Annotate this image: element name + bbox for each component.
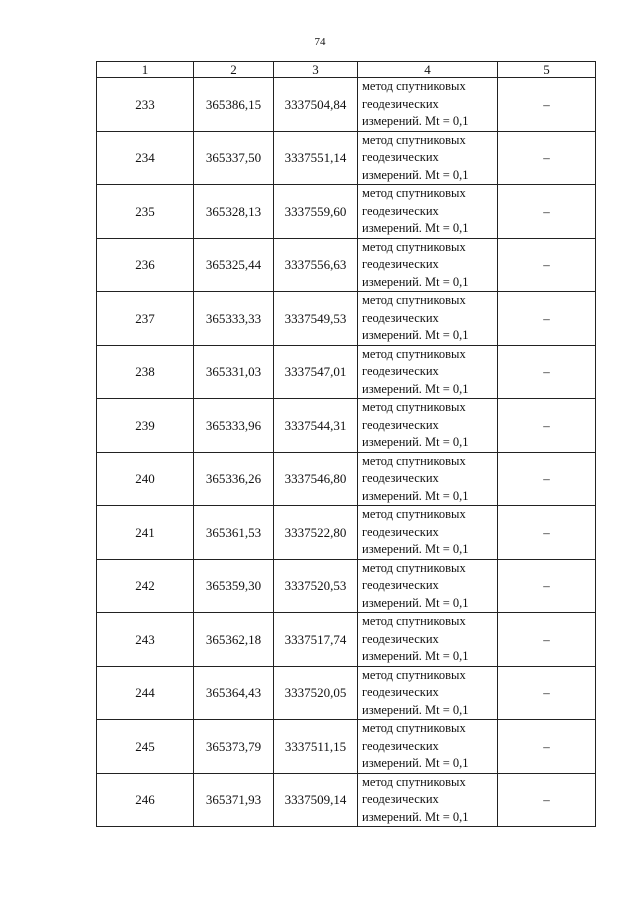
method-line: геодезических	[362, 738, 439, 753]
y-coordinate-cell: 3337547,01	[274, 345, 358, 399]
column-5-cell: –	[498, 720, 596, 774]
column-header-4: 4	[358, 62, 498, 78]
table-row	[97, 666, 596, 720]
method-line: измерений. Mt = 0,1	[362, 328, 469, 342]
point-number-cell: 241	[97, 506, 194, 560]
column-5-cell: –	[498, 345, 596, 399]
method-line: геодезических	[362, 203, 439, 218]
point-number-cell: 240	[97, 452, 194, 506]
y-coordinate-cell: 3337520,53	[274, 559, 358, 613]
point-number-cell: 242	[97, 559, 194, 613]
method-line: геодезических	[362, 792, 439, 806]
method-line: измерений. Mt = 0,1	[362, 274, 469, 289]
y-coordinate-cell: 3337522,80	[274, 506, 358, 560]
table-body	[97, 78, 596, 827]
method-cell	[358, 78, 498, 132]
method-line: геодезических	[362, 524, 439, 539]
column-5-cell: –	[498, 773, 596, 827]
method-line: метод спутниковых	[362, 507, 466, 521]
coordinates-table	[96, 61, 596, 827]
method-line: измерений. Mt = 0,1	[362, 114, 469, 128]
x-coordinate-cell: 365328,13	[194, 185, 274, 239]
column-5-cell: –	[498, 452, 596, 506]
method-line: метод спутниковых	[362, 79, 466, 93]
y-coordinate-cell: 3337517,74	[274, 613, 358, 667]
x-coordinate-cell: 365371,93	[194, 773, 274, 827]
y-coordinate-cell: 3337511,15	[274, 720, 358, 774]
table-row	[97, 78, 596, 132]
column-5-cell: –	[498, 185, 596, 239]
method-line: измерений. Mt = 0,1	[362, 649, 469, 663]
method-line: метод спутниковых	[362, 453, 466, 468]
method-line: метод спутниковых	[362, 239, 466, 254]
x-coordinate-cell: 365361,53	[194, 506, 274, 560]
method-line: метод спутниковых	[362, 774, 466, 789]
point-number-cell: 245	[97, 720, 194, 774]
point-number-cell: 244	[97, 666, 194, 720]
table-row	[97, 559, 596, 613]
column-5-cell: –	[498, 666, 596, 720]
table-row	[97, 185, 596, 239]
method-cell	[358, 345, 498, 399]
table-row	[97, 292, 596, 346]
y-coordinate-cell: 3337504,84	[274, 78, 358, 132]
y-coordinate-cell: 3337559,60	[274, 185, 358, 239]
method-line: геодезических	[362, 685, 439, 699]
column-5-cell: –	[498, 506, 596, 560]
y-coordinate-cell: 3337546,80	[274, 452, 358, 506]
method-line: измерений. Mt = 0,1	[362, 488, 469, 503]
method-line: геодезических	[362, 417, 439, 432]
column-header-1: 1	[97, 62, 194, 78]
point-number-cell: 243	[97, 613, 194, 667]
method-line: измерений. Mt = 0,1	[362, 702, 469, 717]
method-line: геодезических	[362, 310, 439, 325]
point-number-cell: 233	[97, 78, 194, 132]
method-line: метод спутниковых	[362, 186, 466, 200]
method-line: измерений. Mt = 0,1	[362, 809, 469, 824]
method-line: метод спутниковых	[362, 560, 466, 575]
x-coordinate-cell: 365325,44	[194, 238, 274, 292]
method-line: измерений. Mt = 0,1	[362, 756, 469, 770]
method-cell	[358, 506, 498, 560]
y-coordinate-cell: 3337551,14	[274, 131, 358, 185]
method-line: метод спутниковых	[362, 721, 466, 735]
method-cell	[358, 185, 498, 239]
method-line: метод спутниковых	[362, 400, 466, 414]
method-line: геодезических	[362, 257, 439, 271]
table-row	[97, 238, 596, 292]
method-cell	[358, 238, 498, 292]
column-5-cell: –	[498, 399, 596, 453]
y-coordinate-cell: 3337556,63	[274, 238, 358, 292]
header-row	[97, 62, 596, 78]
page-number: 74	[314, 36, 326, 48]
method-cell	[358, 666, 498, 720]
table-row	[97, 506, 596, 560]
x-coordinate-cell: 365362,18	[194, 613, 274, 667]
method-cell	[358, 292, 498, 346]
method-cell	[358, 720, 498, 774]
method-line: метод спутниковых	[362, 667, 466, 682]
method-line: геодезических	[362, 150, 439, 164]
column-header-5: 5	[498, 62, 596, 78]
column-header-2: 2	[194, 62, 274, 78]
point-number-cell: 246	[97, 773, 194, 827]
column-5-cell: –	[498, 559, 596, 613]
method-line: геодезических	[362, 631, 439, 646]
table-header	[97, 62, 596, 78]
method-line: геодезических	[362, 578, 439, 592]
method-cell	[358, 613, 498, 667]
point-number-cell: 234	[97, 131, 194, 185]
x-coordinate-cell: 365373,79	[194, 720, 274, 774]
column-5-cell: –	[498, 292, 596, 346]
x-coordinate-cell: 365336,26	[194, 452, 274, 506]
method-cell	[358, 131, 498, 185]
point-number-cell: 239	[97, 399, 194, 453]
x-coordinate-cell: 365364,43	[194, 666, 274, 720]
method-line: геодезических	[362, 96, 439, 111]
method-cell	[358, 559, 498, 613]
x-coordinate-cell: 365333,33	[194, 292, 274, 346]
y-coordinate-cell: 3337520,05	[274, 666, 358, 720]
table-row	[97, 720, 596, 774]
method-line: метод спутниковых	[362, 293, 466, 307]
table-row	[97, 773, 596, 827]
table-row	[97, 345, 596, 399]
x-coordinate-cell: 365359,30	[194, 559, 274, 613]
method-line: измерений. Mt = 0,1	[362, 542, 469, 556]
column-header-3: 3	[274, 62, 358, 78]
method-line: измерений. Mt = 0,1	[362, 381, 469, 396]
method-cell	[358, 399, 498, 453]
point-number-cell: 238	[97, 345, 194, 399]
method-line: геодезических	[362, 471, 439, 485]
column-5-cell: –	[498, 131, 596, 185]
column-5-cell: –	[498, 78, 596, 132]
method-line: измерений. Mt = 0,1	[362, 435, 469, 449]
y-coordinate-cell: 3337544,31	[274, 399, 358, 453]
table-row	[97, 131, 596, 185]
method-line: метод спутниковых	[362, 346, 466, 361]
x-coordinate-cell: 365333,96	[194, 399, 274, 453]
y-coordinate-cell: 3337549,53	[274, 292, 358, 346]
point-number-cell: 235	[97, 185, 194, 239]
method-line: измерений. Mt = 0,1	[362, 221, 469, 235]
method-cell	[358, 452, 498, 506]
point-number-cell: 236	[97, 238, 194, 292]
column-5-cell: –	[498, 613, 596, 667]
x-coordinate-cell: 365337,50	[194, 131, 274, 185]
table-row	[97, 613, 596, 667]
method-line: геодезических	[362, 364, 439, 378]
method-cell	[358, 773, 498, 827]
table-row	[97, 399, 596, 453]
point-number-cell: 237	[97, 292, 194, 346]
y-coordinate-cell: 3337509,14	[274, 773, 358, 827]
table-row	[97, 452, 596, 506]
method-line: измерений. Mt = 0,1	[362, 167, 469, 182]
x-coordinate-cell: 365331,03	[194, 345, 274, 399]
x-coordinate-cell: 365386,15	[194, 78, 274, 132]
method-line: измерений. Mt = 0,1	[362, 595, 469, 610]
column-5-cell: –	[498, 238, 596, 292]
method-line: метод спутниковых	[362, 132, 466, 147]
method-line: метод спутниковых	[362, 614, 466, 628]
